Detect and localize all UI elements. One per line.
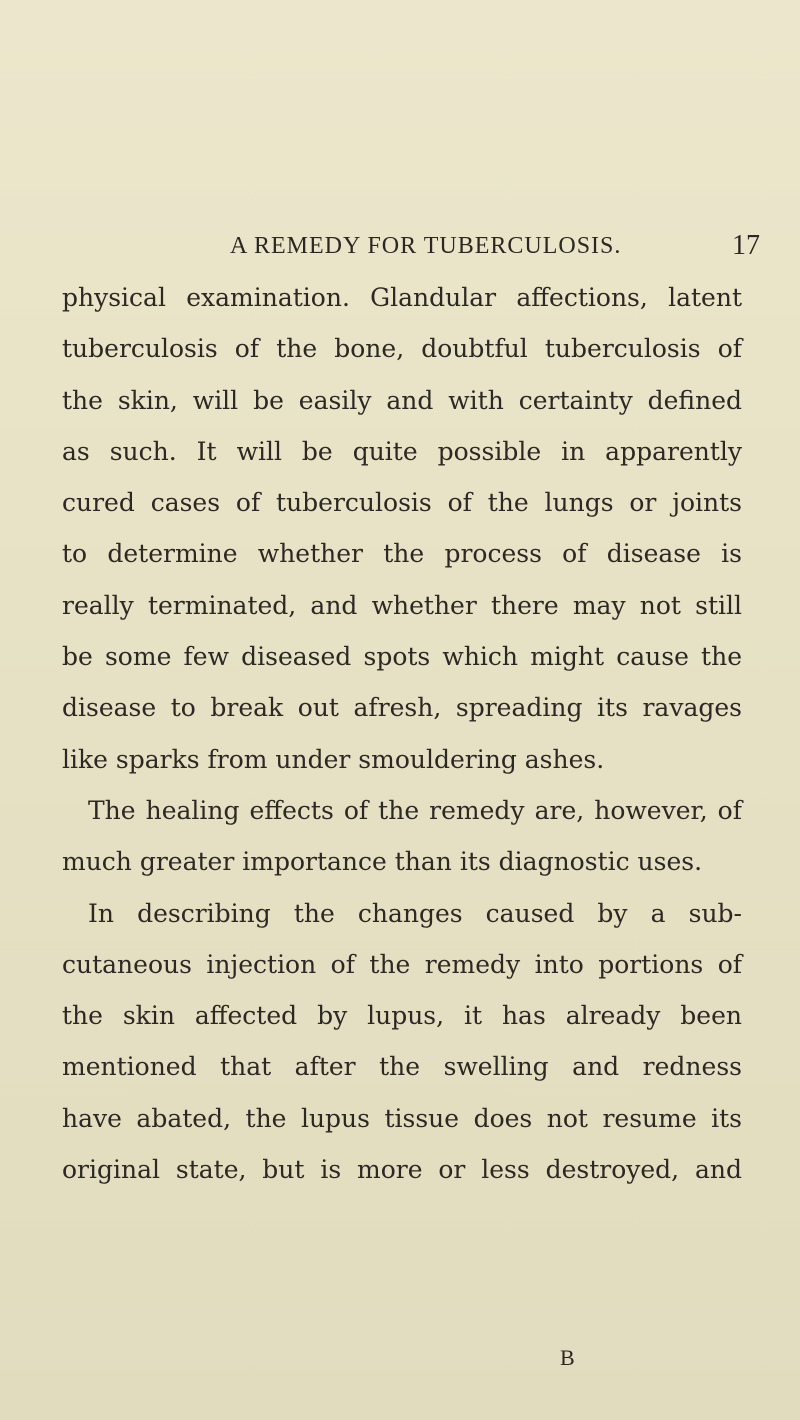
text-line: like sparks from under smouldering ashes. (62, 744, 605, 774)
text-line: original state, but is more or less destroyed, and (62, 1155, 742, 1185)
text-line: the skin affected by lupus, it has already been (62, 1001, 742, 1031)
text-line: tuberculosis of the bone, doubtful tuberculosis of (62, 334, 742, 364)
signature-mark: B (560, 1345, 575, 1370)
text-line: much greater importance than its diagnostic uses. (62, 847, 703, 877)
text-line: cured cases of tuberculosis of the lungs or joints (62, 488, 742, 518)
text-line: be some few diseased spots which might cause the (62, 642, 742, 672)
body-text (62, 272, 742, 1195)
text-line: In describing the changes caused by a sub- (88, 898, 742, 928)
text-line: physical examination. Glandular affections, latent (62, 283, 742, 312)
page-number: 17 (732, 230, 760, 261)
text-line: cutaneous injection of the remedy into portions of (62, 949, 742, 979)
text-line: disease to break out afresh, spreading its ravages (62, 693, 742, 723)
running-head (0, 225, 800, 265)
text-line: as such. It will be quite possible in apparently (62, 436, 742, 466)
text-line: The healing effects of the remedy are, however, of (88, 795, 742, 825)
text-line: have abated, the lupus tissue does not resume its (62, 1103, 742, 1133)
text-line: mentioned that after the swelling and redness (62, 1052, 742, 1082)
running-head-title: A REMEDY FOR TUBERCULOSIS. (230, 233, 622, 259)
text-line: really terminated, and whether there may not still (62, 590, 742, 620)
text-line: the skin, will be easily and with certainty defined (62, 385, 742, 415)
text-line: to determine whether the process of disease is (62, 539, 742, 569)
